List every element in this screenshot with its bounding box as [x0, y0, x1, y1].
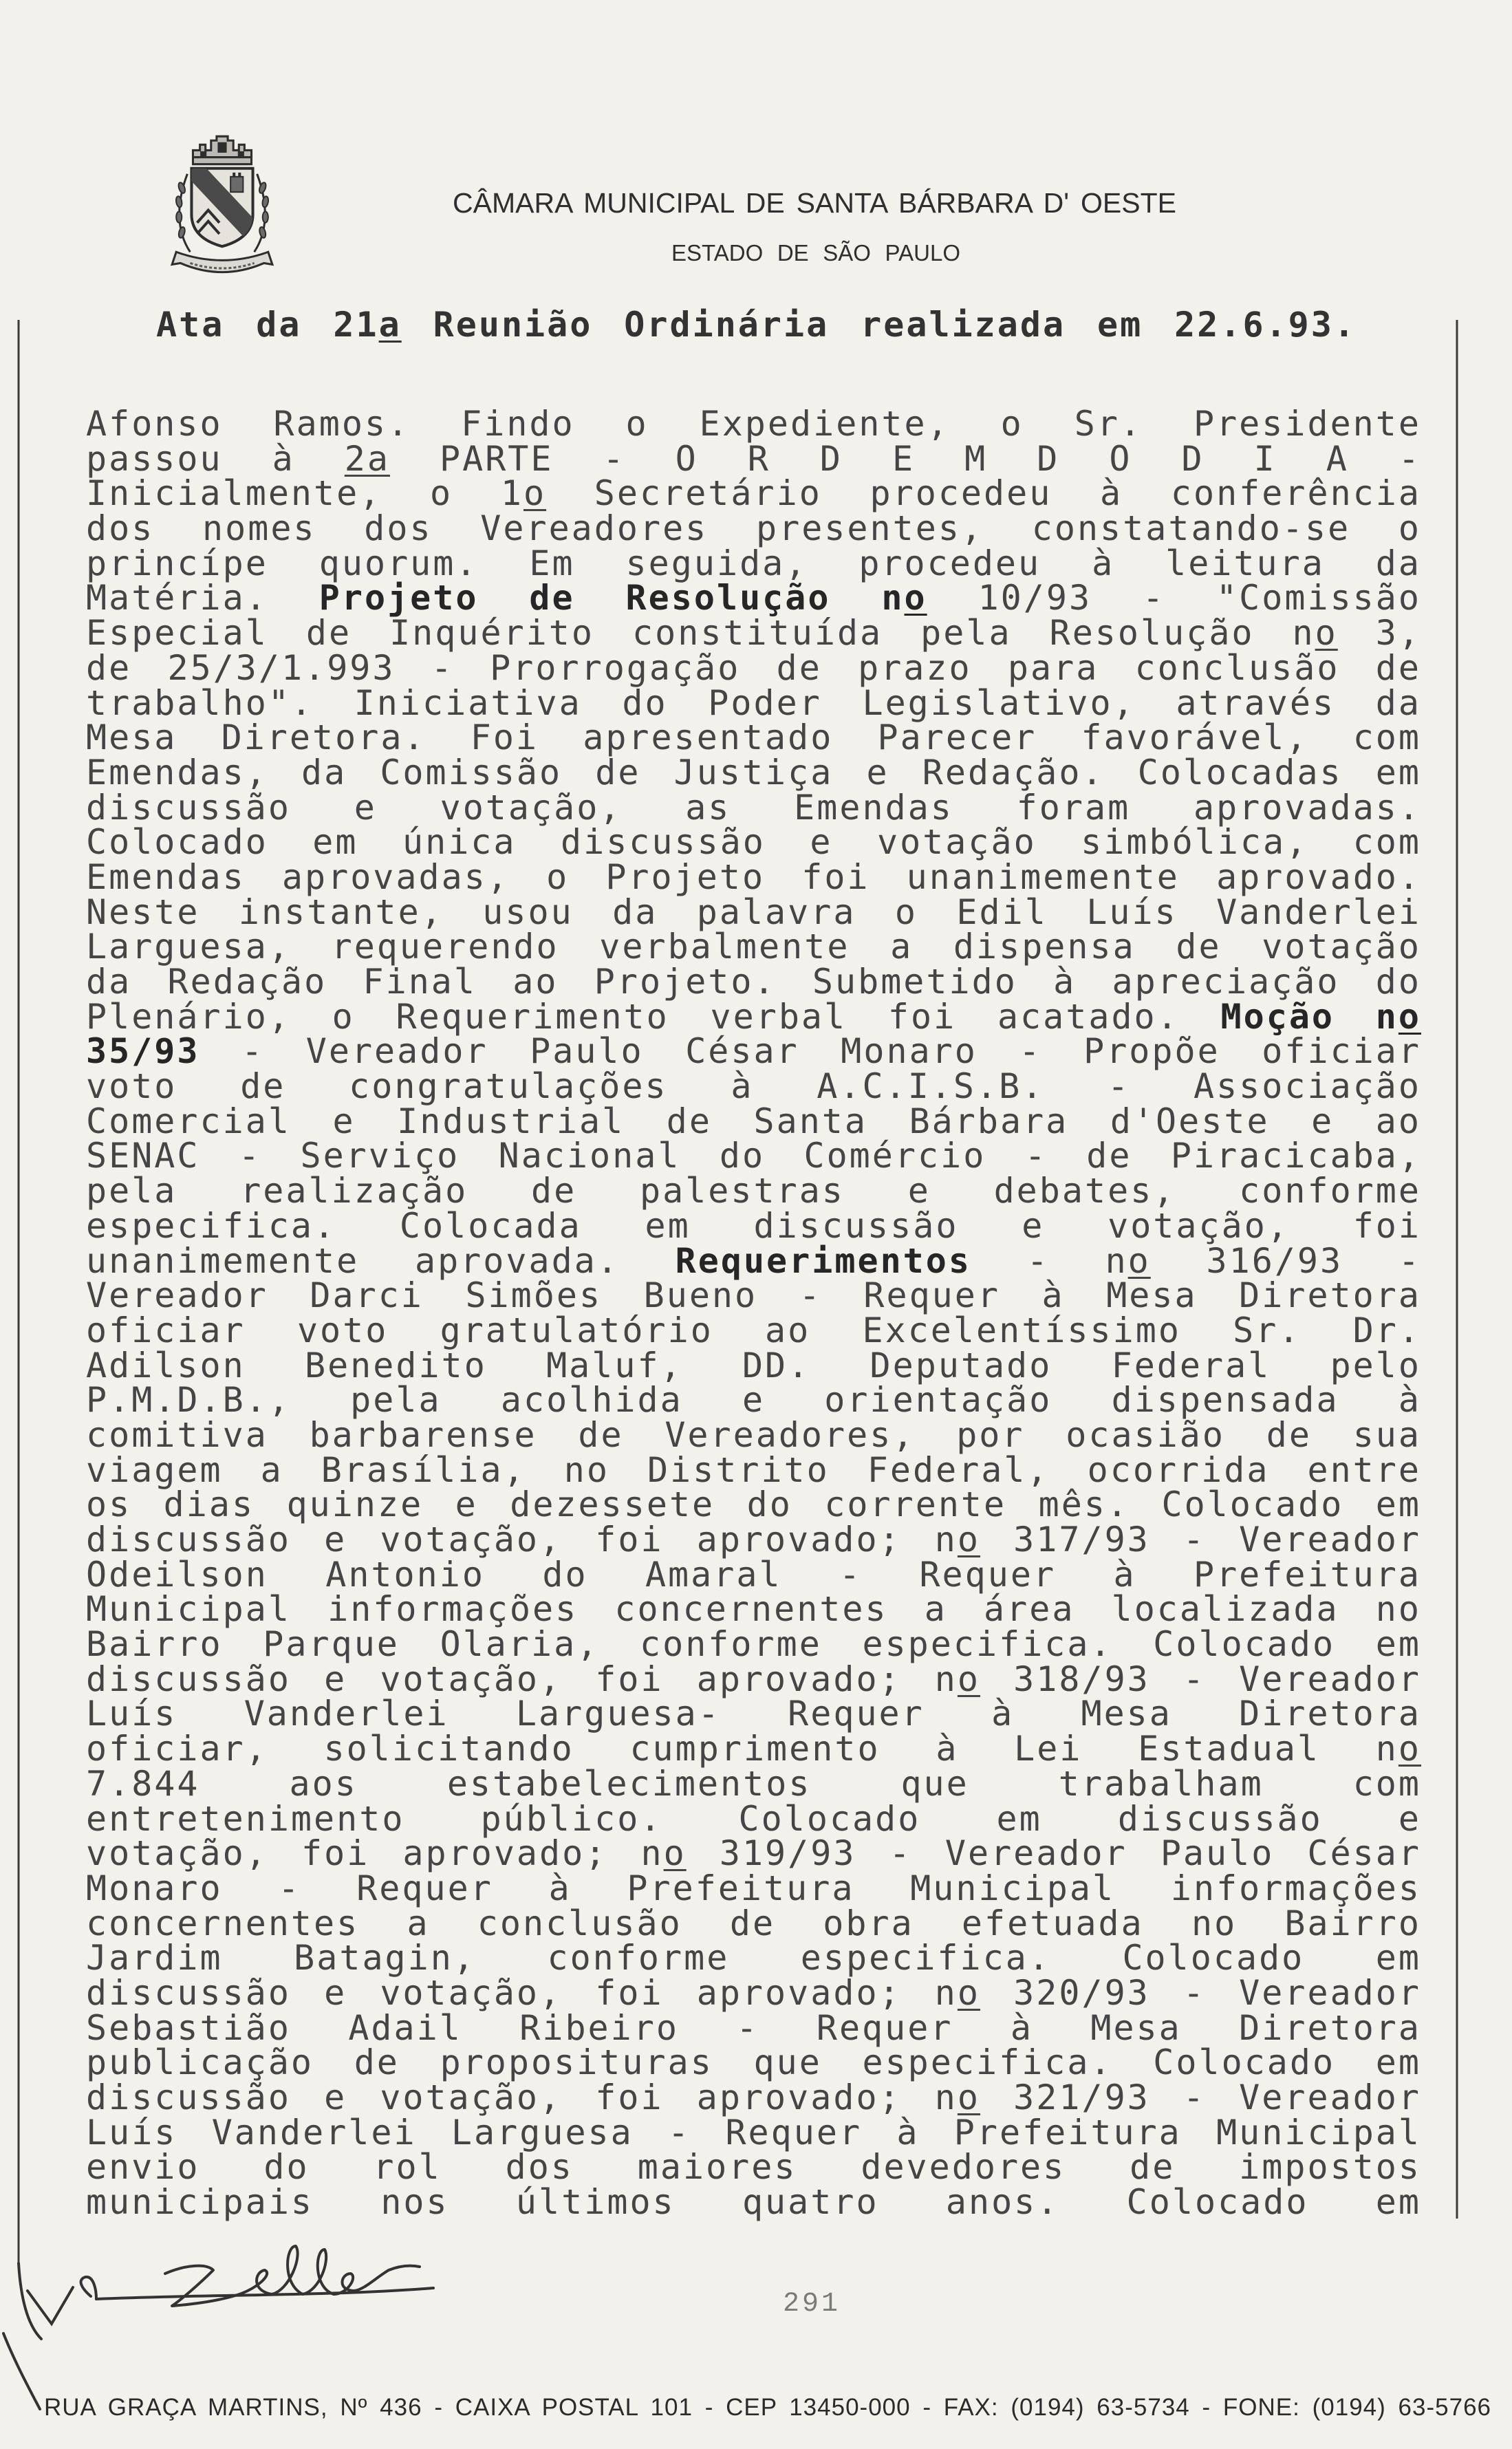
body-line — [86, 2182, 1421, 2223]
text-run: 316/93 - — [1150, 1240, 1421, 1281]
body-line — [86, 2080, 1421, 2115]
text-run: unanimemente aprovada. — [86, 1240, 676, 1281]
text-run: Reunião Ordinária realizada em 22.6.93. — [401, 305, 1357, 345]
underlined-text: o — [957, 1972, 981, 2013]
underlined-text: o — [1398, 1729, 1421, 1769]
body-line — [86, 927, 1421, 967]
text-run: Bairro Parque Olaria, conforme especifica. Colocado em — [86, 1624, 1421, 1665]
mural-crown — [193, 136, 251, 164]
body-line — [86, 1485, 1421, 1525]
text-run: 7.844 aos estabelecimentos que trabalham com — [86, 1763, 1421, 1804]
body-line — [86, 1275, 1421, 1316]
minutes-body — [86, 404, 1421, 2223]
margin-initials — [3, 2263, 73, 2409]
text-run: Odeilson Antonio do Amaral - Requer à Prefeitura — [86, 1554, 1421, 1595]
body-line — [86, 1589, 1421, 1630]
text-run: - n — [971, 1240, 1128, 1281]
text-run: Emendas aprovadas, o Projeto foi unanimemente aprovado. — [86, 856, 1421, 897]
body-line — [86, 404, 1421, 444]
body-line — [86, 1380, 1421, 1421]
text-run: envio do rol dos maiores devedores de impostos — [86, 2147, 1421, 2188]
text-run: Luís Vanderlei Larguesa - Requer à Prefeitura Municipal — [86, 2112, 1421, 2153]
body-line — [86, 2147, 1421, 2188]
text-run: Emendas, da Comissão de Justiça e Redação. Colocadas em — [86, 752, 1421, 792]
body-line — [86, 1659, 1421, 1699]
text-run: - Vereador Paulo César Monaro - Propõe oficiar — [199, 1031, 1421, 1072]
body-line — [86, 1205, 1421, 1246]
body-line — [86, 1972, 1421, 2013]
text-run: os dias quinze e dezessete do corrente mês. Colocado em — [86, 1485, 1421, 1525]
text-run: discussão e votação, foi aprovado; n — [86, 1520, 958, 1560]
body-line — [86, 1414, 1421, 1455]
text-run: Mesa Diretora. Foi apresentado Parecer favorável, com — [86, 718, 1421, 758]
text-run: Colocado em única discussão e votação simbólica, com — [86, 822, 1421, 863]
text-run: 321/93 - Vereador — [980, 2078, 1421, 2117]
text-run: Adilson Benedito Maluf, DD. Deputado Federal pelo — [86, 1345, 1421, 1385]
text-run: votação, foi aprovado; n — [86, 1833, 664, 1874]
text-run: Ata da 21 — [156, 305, 379, 345]
underlined-text: o — [1127, 1240, 1151, 1281]
body-line — [86, 1694, 1421, 1734]
text-run: 10/93 - "Comissão — [927, 578, 1421, 618]
body-line — [86, 1868, 1421, 1908]
text-run: passou à — [86, 438, 345, 479]
text-run: 319/93 - Vereador Paulo César — [686, 1833, 1421, 1874]
text-run: Comercial e Industrial de Santa Bárbara d'Oeste e ao — [86, 1101, 1421, 1141]
text-run: comitiva barbarense de Vereadores, por ocasião de sua — [86, 1414, 1421, 1455]
text-run: PARTE - O R D E M D O D I A - — [389, 438, 1421, 479]
body-line — [86, 438, 1421, 479]
text-run: P.M.D.B., pela acolhida e orientação dispensada à — [86, 1380, 1421, 1421]
text-run: discussão e votação, as Emendas foram aprovadas. — [86, 787, 1421, 828]
body-line — [86, 647, 1421, 688]
text-run: da Redação Final ao Projeto. Submetido à apreciação do — [86, 962, 1421, 1002]
text-run: SENAC - Serviço Nacional do Comércio - de Piracicaba, — [86, 1136, 1421, 1176]
text-run: 320/93 - Vereador — [980, 1972, 1421, 2013]
bold-text: o — [904, 578, 927, 618]
body-line — [86, 2007, 1421, 2048]
institution-name: CÂMARA MUNICIPAL DE SANTA BÁRBARA D' OESTE — [453, 187, 1176, 219]
text-run: Jardim Batagin, conforme especifica. Colocado em — [86, 1938, 1421, 1978]
body-line — [86, 787, 1421, 828]
motto-ribbon — [172, 252, 272, 272]
body-line — [86, 964, 1421, 1000]
body-line — [86, 578, 1421, 618]
underlined-text: o — [1315, 613, 1338, 654]
text-run: 317/93 - Vereador — [980, 1520, 1421, 1560]
body-line — [86, 892, 1421, 932]
coat-of-arms-emblem — [166, 132, 278, 289]
text-run: Luís Vanderlei Larguesa- Requer à Mesa Diretora — [86, 1694, 1421, 1734]
body-line — [86, 508, 1421, 549]
body-line — [86, 473, 1421, 514]
body-line — [86, 1031, 1421, 1072]
body-line — [86, 1345, 1421, 1385]
underlined-text: a — [378, 305, 402, 345]
body-line — [86, 1310, 1421, 1350]
body-line — [86, 1763, 1421, 1804]
page-number: 291 — [782, 2289, 841, 2320]
text-run: Sebastião Adail Ribeiro - Requer à Mesa Diretora — [86, 2007, 1421, 2048]
bold-text: Moção n — [1220, 996, 1398, 1037]
body-line — [86, 613, 1421, 654]
text-run: Neste instante, usou da palavra o Edil Luís Vanderlei — [86, 892, 1421, 932]
body-line — [86, 718, 1421, 758]
text-run: Especial de Inquérito constituída pela Resolução n — [86, 613, 1315, 654]
text-run: publicação de proposituras que especifica. Colocado em — [86, 2042, 1421, 2083]
text-run: 3, — [1337, 613, 1421, 654]
body-line — [86, 1554, 1421, 1595]
body-line — [86, 1798, 1421, 1839]
underlined-text: o — [957, 2078, 981, 2117]
text-run: de 25/3/1.993 - Prorrogação de prazo para conclusão de — [86, 647, 1421, 688]
text-run: viagem a Brasília, no Distrito Federal, ocorrida entre — [86, 1449, 1421, 1490]
body-line — [86, 1240, 1421, 1281]
body-line — [86, 1624, 1421, 1665]
text-run: entretenimento público. Colocado em discussão e — [86, 1798, 1421, 1839]
text-run: concernentes a conclusão de obra efetuada no Bairro — [86, 1903, 1421, 1943]
text-run: discussão e votação, foi aprovado; n — [86, 1972, 958, 2013]
bold-text: Requerimentos — [675, 1240, 971, 1281]
text-run: discussão e votação, foi aprovado; n — [86, 2078, 958, 2117]
body-line — [86, 1066, 1421, 1107]
text-run: dos nomes dos Vereadores presentes, constatando-se o — [86, 508, 1421, 549]
body-line — [86, 1903, 1421, 1943]
text-run: trabalho". Iniciativa do Poder Legislativo, através da — [86, 682, 1421, 723]
state-name: ESTADO DE SÃO PAULO — [671, 240, 960, 266]
footer-address: RUA GRAÇA MARTINS, Nº 436 - CAIXA POSTAL 101 - CEP 13450-000 - FAX: (0194) 63-5734 - FONE: (0194) 63-5766 — [44, 2394, 1491, 2421]
text-run: especifica. Colocada em discussão e votação, foi — [86, 1205, 1421, 1246]
text-run: municipais nos últimos quatro anos. Colocado em — [86, 2182, 1421, 2223]
bold-text: Projeto de Resolução n — [318, 578, 905, 618]
body-line — [86, 1449, 1421, 1490]
underlined-text: o — [957, 1520, 981, 1560]
text-run: Vereador Darci Simões Bueno - Requer à Mesa Diretora — [86, 1275, 1421, 1316]
minutes-title — [156, 307, 1357, 343]
text-run: Municipal informações concernentes a área localizada no — [86, 1589, 1421, 1630]
text-run: oficiar voto gratulatório ao Excelentíssimo Sr. Dr. — [86, 1310, 1421, 1350]
body-line — [86, 1171, 1421, 1211]
underlined-text: o — [663, 1833, 687, 1874]
text-run: princípe quorum. Em seguida, procedeu à leitura da — [86, 543, 1421, 583]
underlined-text: o — [523, 473, 547, 514]
text-run: Matéria. — [86, 578, 319, 618]
text-run: oficiar, solicitando cumprimento à Lei Estadual n — [86, 1729, 1398, 1769]
body-line — [86, 2112, 1421, 2153]
bold-text: 35/93 — [86, 1031, 200, 1072]
body-line — [86, 996, 1421, 1037]
body-line — [86, 752, 1421, 792]
text-run: Afonso Ramos. Findo o Expediente, o Sr. Presidente — [86, 404, 1421, 444]
body-line — [86, 1520, 1421, 1560]
body-line — [86, 1938, 1421, 1978]
body-line — [86, 1101, 1421, 1141]
body-line — [86, 1833, 1421, 1874]
body-line — [86, 682, 1421, 723]
text-run: Inicialmente, o 1 — [86, 473, 523, 514]
text-run: Larguesa, requerendo verbalmente a dispensa de votação — [86, 927, 1421, 967]
signature — [81, 2246, 433, 2306]
body-line — [86, 1136, 1421, 1176]
text-run: discussão e votação, foi aprovado; n — [86, 1659, 958, 1699]
body-line — [86, 2042, 1421, 2083]
underlined-text: 2a — [344, 438, 390, 479]
text-run: Monaro - Requer à Prefeitura Municipal informações — [86, 1868, 1421, 1908]
bold-text: o — [1398, 996, 1421, 1037]
text-run: 318/93 - Vereador — [980, 1659, 1421, 1699]
body-line — [86, 822, 1421, 863]
text-run: Secretário procedeu à conferência — [546, 473, 1421, 514]
underlined-text: o — [957, 1659, 981, 1699]
text-run: voto de congratulações à A.C.I.S.B. - Associação — [86, 1066, 1421, 1107]
text-run: Plenário, o Requerimento verbal foi acatado. — [86, 996, 1221, 1037]
body-line — [86, 543, 1421, 583]
body-line — [86, 856, 1421, 897]
text-run: pela realização de palestras e debates, conforme — [86, 1171, 1421, 1211]
body-line — [86, 1731, 1421, 1767]
